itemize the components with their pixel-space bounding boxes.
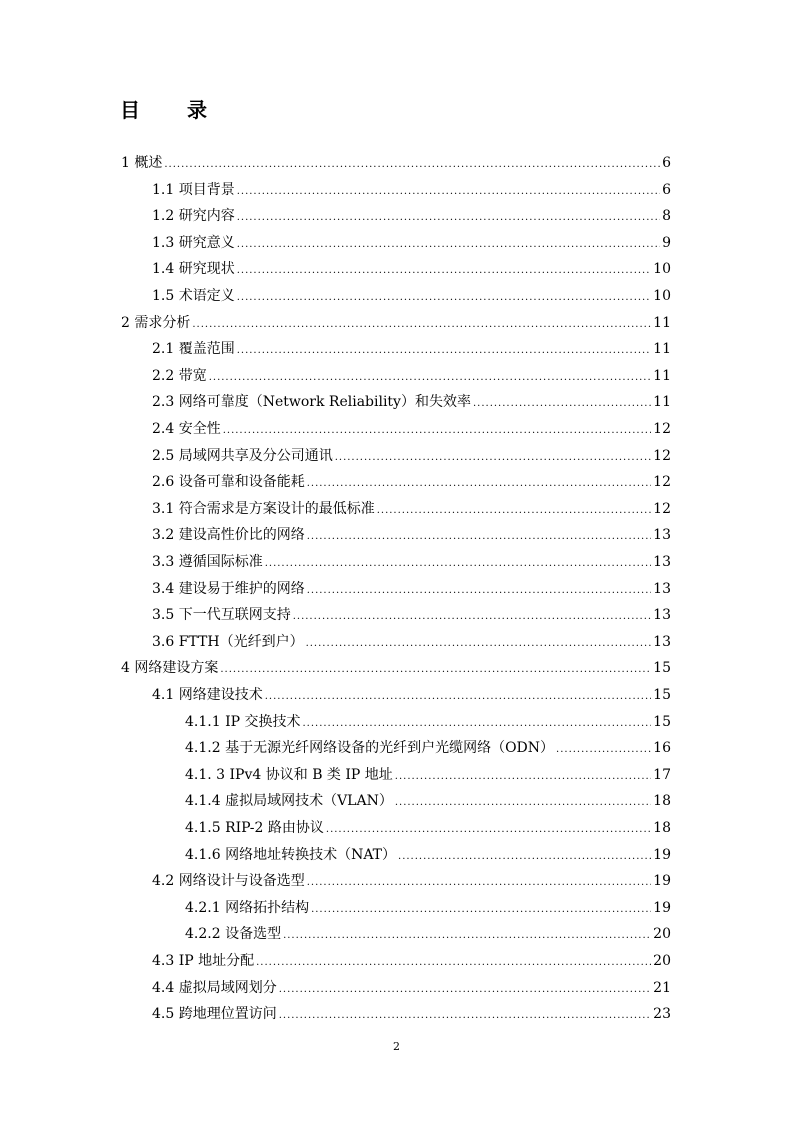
toc-dot-leader <box>335 445 651 469</box>
toc-entry-title: 4.2.2 设备选型 <box>185 926 282 942</box>
toc-entry-title: 4.2 网络设计与设备选型 <box>152 873 305 889</box>
toc-dot-leader <box>326 817 651 841</box>
toc-entry[interactable] <box>185 815 671 841</box>
toc-entry[interactable] <box>152 576 671 602</box>
toc-entry[interactable] <box>152 256 671 282</box>
toc-entry-title: 4.1. 3 IPv4 协议和 B 类 IP 地址 <box>185 767 393 783</box>
toc-entry-page: 11 <box>653 315 671 331</box>
toc-dot-leader <box>164 152 660 176</box>
toc-entry-page: 9 <box>662 235 671 251</box>
toc-entry[interactable] <box>152 948 671 974</box>
toc-entry-title: 3.4 建设易于维护的网络 <box>152 581 305 597</box>
toc-entry-title: 2.2 带宽 <box>152 368 207 384</box>
toc-dot-leader <box>279 1003 651 1027</box>
toc-entry-page: 11 <box>653 368 671 384</box>
toc-entry[interactable] <box>185 762 671 788</box>
toc-dot-leader <box>192 312 651 336</box>
toc-entry-title: 1.5 术语定义 <box>152 288 235 304</box>
toc-entry-page: 13 <box>653 554 671 570</box>
toc-entry-page: 13 <box>653 607 671 623</box>
toc-dot-leader <box>307 870 651 894</box>
toc-entry-page: 10 <box>653 288 671 304</box>
toc-dot-leader <box>209 365 651 389</box>
toc-entry[interactable] <box>121 310 671 336</box>
toc-entry[interactable] <box>185 788 671 814</box>
toc-entry[interactable] <box>185 842 671 868</box>
toc-entry-page: 19 <box>653 847 671 863</box>
toc-dot-leader <box>237 232 660 256</box>
toc-entry-title: 1.2 研究内容 <box>152 208 235 224</box>
toc-entry-page: 15 <box>653 714 671 730</box>
toc-entry[interactable] <box>121 150 671 176</box>
toc-entry-title: 1.3 研究意义 <box>152 235 235 251</box>
toc-dot-leader <box>237 205 660 229</box>
toc-entry-page: 13 <box>653 527 671 543</box>
toc-dot-leader <box>265 684 651 708</box>
toc-entry-page: 8 <box>662 208 671 224</box>
toc-dot-leader <box>279 977 651 1001</box>
toc-entry-page: 19 <box>653 900 671 916</box>
toc-dot-leader <box>307 524 651 548</box>
toc-entry-page: 15 <box>653 687 671 703</box>
toc-dot-leader <box>398 844 651 868</box>
toc-entry-title: 4 网络建设方案 <box>121 660 219 676</box>
toc-entry-title: 4.1.5 RIP-2 路由协议 <box>185 820 324 836</box>
toc-dot-leader <box>302 711 651 735</box>
toc-entry[interactable] <box>152 416 671 442</box>
toc-entry-page: 20 <box>653 926 671 942</box>
toc-dot-leader <box>265 551 651 575</box>
toc-entry[interactable] <box>152 283 671 309</box>
toc-entry[interactable] <box>185 735 671 761</box>
toc-entry-title: 2.4 安全性 <box>152 421 221 437</box>
toc-dot-leader <box>311 897 651 921</box>
toc-dot-leader <box>377 498 651 522</box>
toc-entry[interactable] <box>152 682 671 708</box>
toc-entry-page: 12 <box>653 448 671 464</box>
toc-entry[interactable] <box>185 921 671 947</box>
page-title: 目 录 <box>120 98 227 122</box>
toc-entry[interactable] <box>152 443 671 469</box>
toc-dot-leader <box>256 950 651 974</box>
toc-dot-leader <box>293 604 651 628</box>
toc-entry[interactable] <box>152 522 671 548</box>
toc-entry-page: 20 <box>653 953 671 969</box>
toc-entry[interactable] <box>152 1001 671 1027</box>
toc-entry-title: 2 需求分析 <box>121 315 191 331</box>
toc-entry-title: 1.4 研究现状 <box>152 261 235 277</box>
toc-dot-leader <box>395 790 651 814</box>
toc-entry[interactable] <box>185 709 671 735</box>
toc-entry-page: 6 <box>662 182 671 198</box>
toc-entry-title: 2.5 局域网共享及分公司通讯 <box>152 448 333 464</box>
toc-entry-title: 2.1 覆盖范围 <box>152 341 235 357</box>
toc-entry-page: 16 <box>653 740 671 756</box>
toc-dot-leader <box>556 737 651 761</box>
toc-entry-page: 6 <box>662 155 671 171</box>
toc-dot-leader <box>237 258 651 282</box>
toc-entry-title: 4.1.1 IP 交换技术 <box>185 714 301 730</box>
toc-entry-title: 4.1.2 基于无源光纤网络设备的光纤到户光缆网络（ODN） <box>185 740 555 756</box>
toc-dot-leader <box>220 657 651 681</box>
toc-entry-page: 19 <box>653 873 671 889</box>
toc-dot-leader <box>237 285 651 309</box>
toc-entry-title: 3.2 建设高性价比的网络 <box>152 527 305 543</box>
toc-dot-leader <box>237 179 660 203</box>
toc-entry[interactable] <box>152 230 671 256</box>
toc-entry[interactable] <box>152 602 671 628</box>
toc-entry-page: 11 <box>653 341 671 357</box>
toc-entry-title: 3.6 FTTH（光纤到户） <box>152 634 304 650</box>
toc-dot-leader <box>237 338 651 362</box>
toc-entry-page: 23 <box>653 1006 671 1022</box>
toc-dot-leader <box>473 391 651 415</box>
toc-entry-page: 12 <box>653 421 671 437</box>
toc-entry-title: 4.2.1 网络拓扑结构 <box>185 900 310 916</box>
toc-entry-title: 3.5 下一代互联网支持 <box>152 607 291 623</box>
toc-dot-leader <box>223 418 651 442</box>
toc-entry-page: 13 <box>653 634 671 650</box>
toc-entry-title: 4.4 虚拟局域网划分 <box>152 980 277 996</box>
toc-entry[interactable] <box>185 895 671 921</box>
toc-entry-page: 15 <box>653 660 671 676</box>
toc-entry-title: 3.3 遵循国际标准 <box>152 554 263 570</box>
toc-entry-title: 2.3 网络可靠度（Network Reliability）和失效率 <box>152 394 471 410</box>
toc-entry-page: 10 <box>653 261 671 277</box>
toc-entry-title: 3.1 符合需求是方案设计的最低标准 <box>152 501 375 517</box>
toc-entry-title: 4.1.4 虚拟局域网技术（VLAN） <box>185 793 393 809</box>
toc-dot-leader <box>306 631 652 655</box>
toc-entry-page: 13 <box>653 581 671 597</box>
toc-entry-title: 4.1 网络建设技术 <box>152 687 263 703</box>
toc-entry[interactable] <box>152 336 671 362</box>
toc-entry[interactable] <box>121 655 671 681</box>
toc-entry-page: 12 <box>653 501 671 517</box>
toc-entry[interactable] <box>152 177 671 203</box>
toc-entry-page: 18 <box>653 820 671 836</box>
toc-dot-leader <box>307 578 651 602</box>
toc-entry-title: 4.1.6 网络地址转换技术（NAT） <box>185 847 397 863</box>
toc-entry[interactable] <box>152 469 671 495</box>
toc-entry[interactable] <box>152 496 671 522</box>
toc-entry[interactable] <box>152 549 671 575</box>
toc-dot-leader <box>283 923 651 947</box>
toc-entry[interactable] <box>152 389 671 415</box>
toc-entry[interactable] <box>152 868 671 894</box>
toc-entry-page: 17 <box>653 767 671 783</box>
toc-entry[interactable] <box>152 975 671 1001</box>
toc-entry-title: 1.1 项目背景 <box>152 182 235 198</box>
toc-entry-title: 4.3 IP 地址分配 <box>152 953 255 969</box>
toc-entry-page: 11 <box>653 394 671 410</box>
toc-entry-title: 1 概述 <box>121 155 163 171</box>
toc-entry[interactable] <box>152 363 671 389</box>
toc-entry[interactable] <box>152 203 671 229</box>
toc-entry-page: 12 <box>653 474 671 490</box>
toc-entry[interactable] <box>152 629 671 655</box>
toc-dot-leader <box>307 471 651 495</box>
toc-entry-page: 21 <box>653 980 671 996</box>
toc-entry-page: 18 <box>653 793 671 809</box>
page-number: 2 <box>393 1040 400 1053</box>
toc-dot-leader <box>395 764 651 788</box>
toc-entry-title: 4.5 跨地理位置访问 <box>152 1006 277 1022</box>
toc-entry-title: 2.6 设备可靠和设备能耗 <box>152 474 305 490</box>
